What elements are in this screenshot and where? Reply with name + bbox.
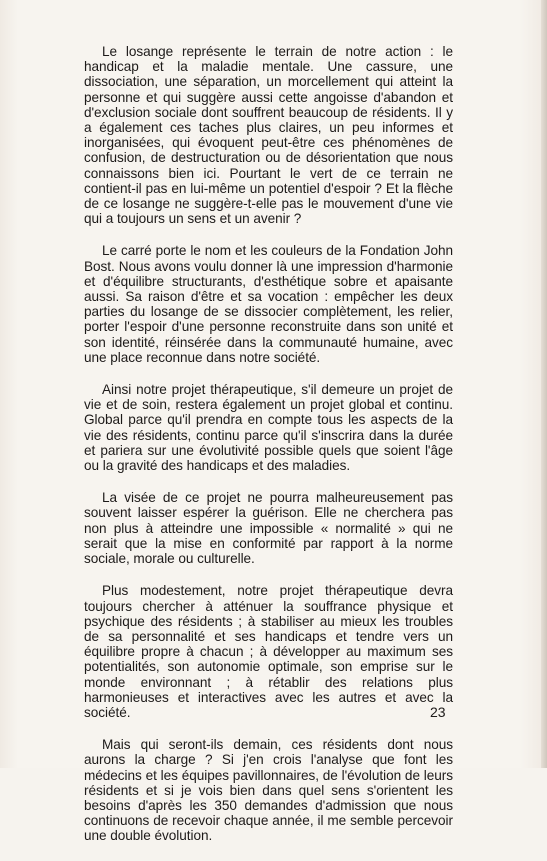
body-text	[84, 44, 453, 861]
page-number: 23	[430, 704, 446, 720]
paragraph: Plus modestement, notre projet thérapeutique devra toujours chercher à atténuer la souffrance physique et psychique des résidents ; à stabiliser au mieux les troubles de sa personnalité et ses handicaps et tendre vers un équilibre propre à chacun ; à développer au maximum ses potentialités, son autonomie optimale, son emprise sur le monde environnant ; à rétablir des relations plus harmonieuses et interactives avec les autres et avec la société.	[84, 583, 453, 720]
paragraph: Ainsi notre projet thérapeutique, s'il demeure un projet de vie et de soin, restera également un projet global et continu. Global parce qu'il prendra en compte tous les aspects de la vie des résidents, continu parce qu'il s'inscrira dans la durée et pariera sur une évolutivité possible quels que soient l'âge ou la gravité des handicaps et des maladies.	[84, 382, 453, 474]
paragraph: La visée de ce projet ne pourra malheureusement pas souvent laisser espérer la guérison. Elle ne cherchera pas non plus à atteindre une impossible « normalité » qui ne serait que la mise en conformité par rapport à la norme sociale, morale ou culturelle.	[84, 490, 453, 567]
paragraph: Le carré porte le nom et les couleurs de la Fondation John Bost. Nous avons voulu donner là une impression d'harmonie et d'équilibre structurants, d'esthétique sobre et apaisante aussi. Sa raison d'être et sa vocation : empêcher les deux parties du losange de se dissocier complètement, les relier, porter l'espoir d'une personne reconstruite dans son unité et son identité, réinsérée dans la communauté humaine, avec une place reconnue dans notre société.	[84, 243, 453, 365]
paragraph: Mais qui seront-ils demain, ces résidents dont nous aurons la charge ? Si j'en crois l'analyse que font les médecins et les équipes pavillonnaires, de l'évolution de leurs résidents et si je vois bien dans quel sens s'orientent les besoins d'après les 350 demandes d'admission que nous continuons de recevoir chaque année, il me semble percevoir une double évolution.	[84, 737, 453, 844]
paragraph: Le losange représente le terrain de notre action : le handicap et la maladie mentale. Une cassure, une dissociation, une séparation, un morcellement qui atteint la personne et qui suggère aussi cette angoisse d'abandon et d'exclusion sociale dont souffrent beaucoup de résidents. Il y a également ces taches plus claires, un peu informes et inorganisées, qui évoquent peut-être ces phénomènes de confusion, de destructuration ou de désorientation que nous connaissons bien ici. Pourtant le vert de ce terrain ne contient-il pas en lui-même un potentiel d'espoir ? Et la flèche de ce losange ne suggère-t-elle pas le mouvement d'une vie qui a toujours un sens et un avenir ?	[84, 44, 453, 227]
page-binding-edge	[541, 0, 547, 768]
